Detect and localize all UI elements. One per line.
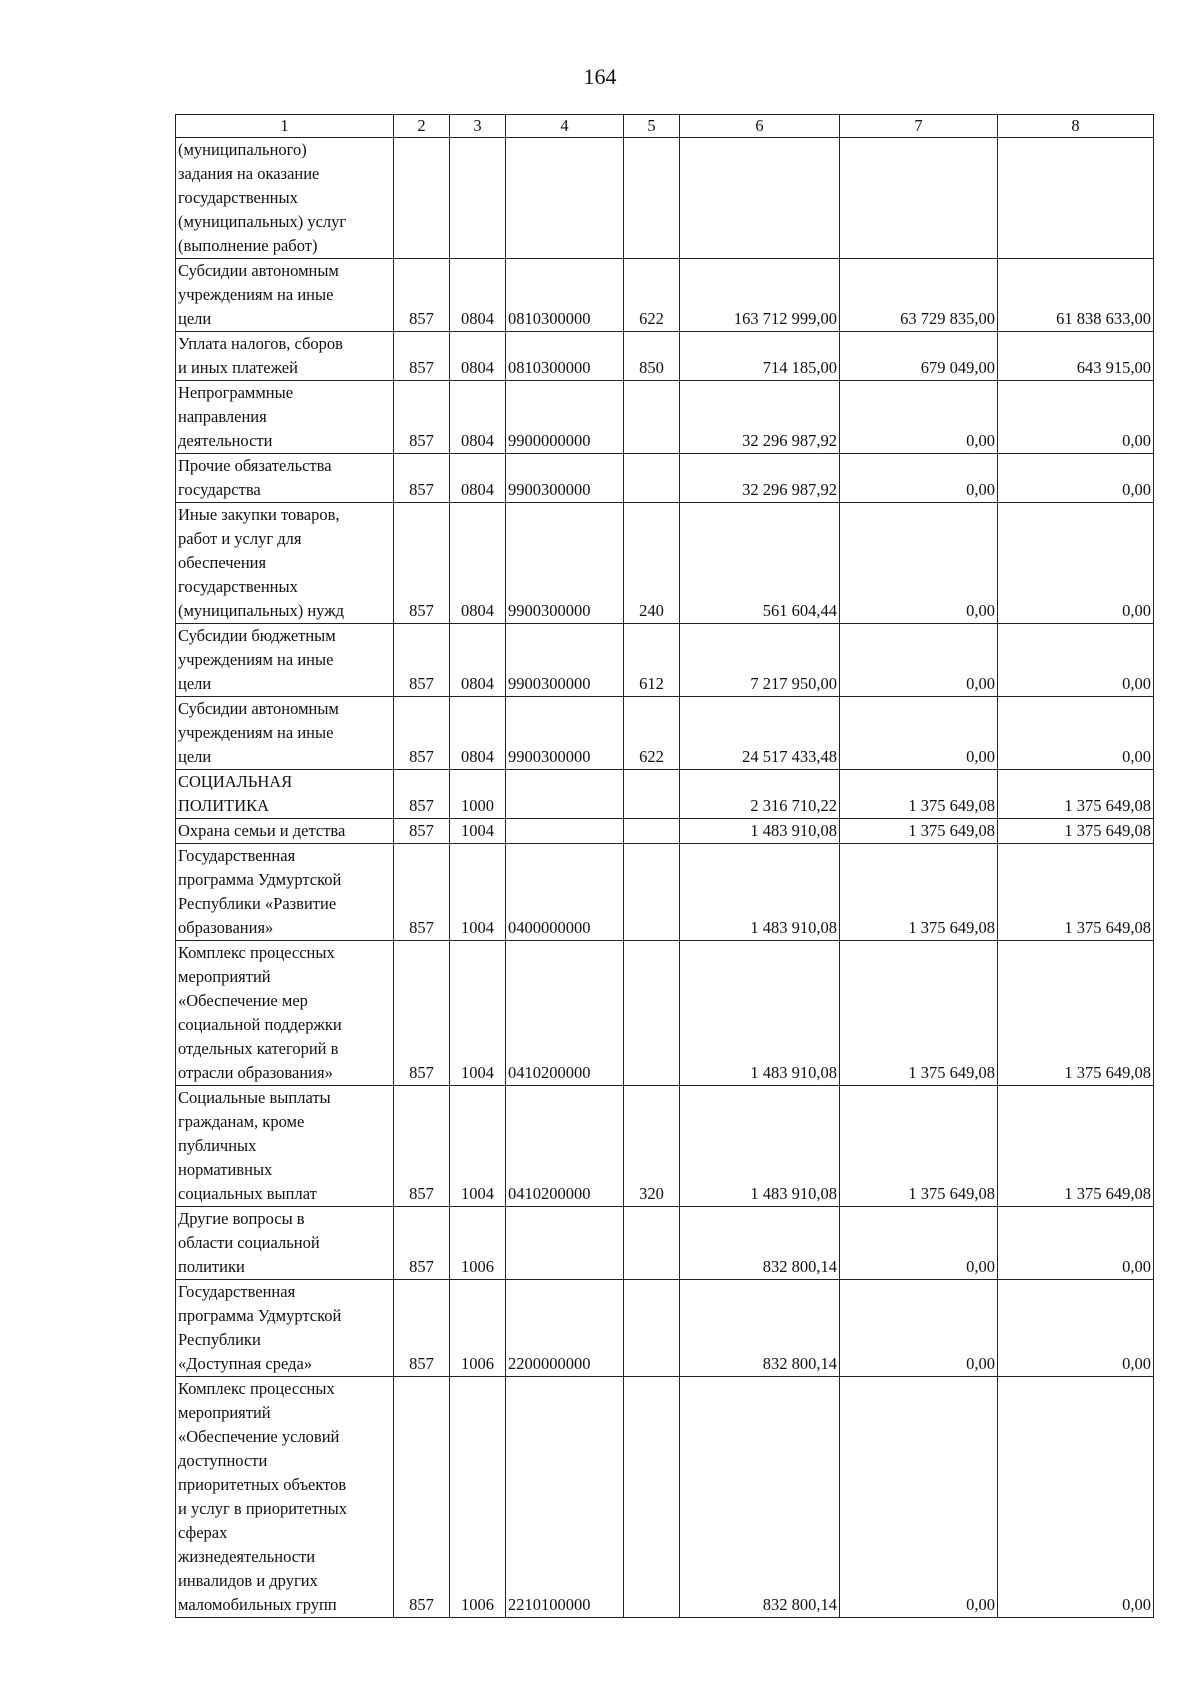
admin-code-cell: 857	[394, 770, 450, 819]
admin-code-cell: 857	[394, 259, 450, 332]
column-header-6: 6	[680, 115, 840, 138]
amount-col7-cell: 0,00	[840, 697, 998, 770]
expense-type-cell	[624, 454, 680, 503]
section-code-cell: 0804	[450, 624, 506, 697]
expense-type-cell	[624, 770, 680, 819]
amount-col6-cell: 2 316 710,22	[680, 770, 840, 819]
table-row	[176, 1280, 1154, 1377]
amount-col6-cell: 24 517 433,48	[680, 697, 840, 770]
admin-code-cell: 857	[394, 1086, 450, 1207]
target-article-cell: 0810300000	[506, 332, 624, 381]
amount-col7-cell: 0,00	[840, 454, 998, 503]
amount-col8-cell: 0,00	[998, 697, 1154, 770]
section-code-cell: 1004	[450, 1086, 506, 1207]
admin-code-cell: 857	[394, 844, 450, 941]
row-name-cell: Субсидии автономным учреждениям на иные цели	[176, 259, 394, 332]
section-code-cell	[450, 138, 506, 259]
expense-type-cell	[624, 844, 680, 941]
section-code-cell: 0804	[450, 454, 506, 503]
amount-col6-cell: 832 800,14	[680, 1207, 840, 1280]
amount-col8-cell: 61 838 633,00	[998, 259, 1154, 332]
target-article-cell: 9900300000	[506, 503, 624, 624]
amount-col6-cell: 7 217 950,00	[680, 624, 840, 697]
admin-code-cell: 857	[394, 624, 450, 697]
table-row	[176, 697, 1154, 770]
table-body	[176, 138, 1154, 1618]
target-article-cell	[506, 1207, 624, 1280]
section-code-cell: 1004	[450, 819, 506, 844]
target-article-cell: 9900000000	[506, 381, 624, 454]
amount-col8-cell	[998, 138, 1154, 259]
row-name-cell: Охрана семьи и детства	[176, 819, 394, 844]
row-name-cell: Субсидии бюджетным учреждениям на иные цели	[176, 624, 394, 697]
row-name-cell: Социальные выплаты гражданам, кроме публичных нормативных социальных выплат	[176, 1086, 394, 1207]
row-name-cell: Комплекс процессных мероприятий «Обеспечение условий доступности приоритетных объектов и услуг в приоритетных сферах жизнедеятельности инвалидов и других маломобильных групп	[176, 1377, 394, 1618]
table-row	[176, 770, 1154, 819]
amount-col7-cell: 1 375 649,08	[840, 819, 998, 844]
section-code-cell: 0804	[450, 259, 506, 332]
admin-code-cell: 857	[394, 941, 450, 1086]
amount-col8-cell: 1 375 649,08	[998, 1086, 1154, 1207]
admin-code-cell: 857	[394, 1207, 450, 1280]
admin-code-cell: 857	[394, 454, 450, 503]
amount-col7-cell: 63 729 835,00	[840, 259, 998, 332]
admin-code-cell: 857	[394, 332, 450, 381]
budget-table	[175, 114, 1154, 1618]
expense-type-cell: 850	[624, 332, 680, 381]
amount-col8-cell: 1 375 649,08	[998, 819, 1154, 844]
amount-col8-cell: 1 375 649,08	[998, 941, 1154, 1086]
expense-type-cell: 612	[624, 624, 680, 697]
table-row	[176, 138, 1154, 259]
admin-code-cell: 857	[394, 1280, 450, 1377]
amount-col7-cell: 0,00	[840, 1207, 998, 1280]
table-row	[176, 844, 1154, 941]
expense-type-cell	[624, 138, 680, 259]
expense-type-cell	[624, 381, 680, 454]
table-row	[176, 1086, 1154, 1207]
admin-code-cell: 857	[394, 1377, 450, 1618]
section-code-cell: 1006	[450, 1280, 506, 1377]
amount-col6-cell: 832 800,14	[680, 1377, 840, 1618]
row-name-cell: Иные закупки товаров, работ и услуг для обеспечения государственных (муниципальных) нужд	[176, 503, 394, 624]
column-header-8: 8	[998, 115, 1154, 138]
section-code-cell: 1000	[450, 770, 506, 819]
table-row	[176, 819, 1154, 844]
expense-type-cell: 320	[624, 1086, 680, 1207]
row-name-cell: Государственная программа Удмуртской Республики «Доступная среда»	[176, 1280, 394, 1377]
target-article-cell: 9900300000	[506, 697, 624, 770]
column-header-1: 1	[176, 115, 394, 138]
expense-type-cell	[624, 1280, 680, 1377]
row-name-cell: (муниципального) задания на оказание государственных (муниципальных) услуг (выполнение работ)	[176, 138, 394, 259]
amount-col7-cell: 0,00	[840, 503, 998, 624]
target-article-cell	[506, 819, 624, 844]
admin-code-cell: 857	[394, 819, 450, 844]
amount-col8-cell: 0,00	[998, 1207, 1154, 1280]
table-row	[176, 454, 1154, 503]
target-article-cell: 2210100000	[506, 1377, 624, 1618]
admin-code-cell	[394, 138, 450, 259]
column-header-7: 7	[840, 115, 998, 138]
amount-col8-cell: 0,00	[998, 381, 1154, 454]
table-row	[176, 381, 1154, 454]
row-name-cell: Государственная программа Удмуртской Республики «Развитие образования»	[176, 844, 394, 941]
section-code-cell: 0804	[450, 697, 506, 770]
row-name-cell: Уплата налогов, сборов и иных платежей	[176, 332, 394, 381]
target-article-cell: 0410200000	[506, 941, 624, 1086]
amount-col6-cell: 32 296 987,92	[680, 454, 840, 503]
target-article-cell: 2200000000	[506, 1280, 624, 1377]
table-row	[176, 259, 1154, 332]
amount-col7-cell: 679 049,00	[840, 332, 998, 381]
table-row	[176, 1207, 1154, 1280]
section-code-cell: 0804	[450, 381, 506, 454]
column-header-2: 2	[394, 115, 450, 138]
amount-col6-cell: 1 483 910,08	[680, 941, 840, 1086]
expense-type-cell: 622	[624, 697, 680, 770]
page-number: 164	[583, 64, 617, 89]
target-article-cell: 0400000000	[506, 844, 624, 941]
admin-code-cell: 857	[394, 381, 450, 454]
target-article-cell: 0410200000	[506, 1086, 624, 1207]
section-code-cell: 1006	[450, 1207, 506, 1280]
target-article-cell	[506, 138, 624, 259]
section-code-cell: 0804	[450, 503, 506, 624]
table-row	[176, 624, 1154, 697]
table-row	[176, 332, 1154, 381]
amount-col8-cell: 0,00	[998, 1377, 1154, 1618]
amount-col6-cell: 163 712 999,00	[680, 259, 840, 332]
target-article-cell: 9900300000	[506, 624, 624, 697]
row-name-cell: Субсидии автономным учреждениям на иные цели	[176, 697, 394, 770]
header-row	[176, 115, 1154, 138]
row-name-cell: СОЦИАЛЬНАЯ ПОЛИТИКА	[176, 770, 394, 819]
amount-col7-cell: 0,00	[840, 1280, 998, 1377]
amount-col6-cell: 1 483 910,08	[680, 1086, 840, 1207]
amount-col6-cell: 832 800,14	[680, 1280, 840, 1377]
amount-col6-cell: 561 604,44	[680, 503, 840, 624]
amount-col7-cell	[840, 138, 998, 259]
section-code-cell: 0804	[450, 332, 506, 381]
amount-col8-cell: 0,00	[998, 503, 1154, 624]
expense-type-cell: 622	[624, 259, 680, 332]
table-row	[176, 503, 1154, 624]
amount-col7-cell: 0,00	[840, 381, 998, 454]
amount-col7-cell: 0,00	[840, 624, 998, 697]
amount-col8-cell: 1 375 649,08	[998, 770, 1154, 819]
section-code-cell: 1004	[450, 941, 506, 1086]
admin-code-cell: 857	[394, 697, 450, 770]
amount-col8-cell: 0,00	[998, 1280, 1154, 1377]
amount-col7-cell: 0,00	[840, 1377, 998, 1618]
amount-col6-cell	[680, 138, 840, 259]
amount-col7-cell: 1 375 649,08	[840, 941, 998, 1086]
amount-col7-cell: 1 375 649,08	[840, 844, 998, 941]
expense-type-cell: 240	[624, 503, 680, 624]
table-row	[176, 941, 1154, 1086]
amount-col6-cell: 1 483 910,08	[680, 819, 840, 844]
amount-col6-cell: 1 483 910,08	[680, 844, 840, 941]
row-name-cell: Непрограммные направления деятельности	[176, 381, 394, 454]
admin-code-cell: 857	[394, 503, 450, 624]
amount-col7-cell: 1 375 649,08	[840, 770, 998, 819]
expense-type-cell	[624, 941, 680, 1086]
target-article-cell: 0810300000	[506, 259, 624, 332]
amount-col7-cell: 1 375 649,08	[840, 1086, 998, 1207]
target-article-cell	[506, 770, 624, 819]
section-code-cell: 1006	[450, 1377, 506, 1618]
table-row	[176, 1377, 1154, 1618]
amount-col6-cell: 32 296 987,92	[680, 381, 840, 454]
expense-type-cell	[624, 1377, 680, 1618]
amount-col8-cell: 643 915,00	[998, 332, 1154, 381]
amount-col6-cell: 714 185,00	[680, 332, 840, 381]
amount-col8-cell: 1 375 649,08	[998, 844, 1154, 941]
column-header-4: 4	[506, 115, 624, 138]
amount-col8-cell: 0,00	[998, 624, 1154, 697]
section-code-cell: 1004	[450, 844, 506, 941]
column-header-3: 3	[450, 115, 506, 138]
row-name-cell: Другие вопросы в области социальной политики	[176, 1207, 394, 1280]
amount-col8-cell: 0,00	[998, 454, 1154, 503]
expense-type-cell	[624, 1207, 680, 1280]
row-name-cell: Прочие обязательства государства	[176, 454, 394, 503]
target-article-cell: 9900300000	[506, 454, 624, 503]
row-name-cell: Комплекс процессных мероприятий «Обеспечение мер социальной поддержки отдельных категорий в отрасли образования»	[176, 941, 394, 1086]
column-header-5: 5	[624, 115, 680, 138]
expense-type-cell	[624, 819, 680, 844]
